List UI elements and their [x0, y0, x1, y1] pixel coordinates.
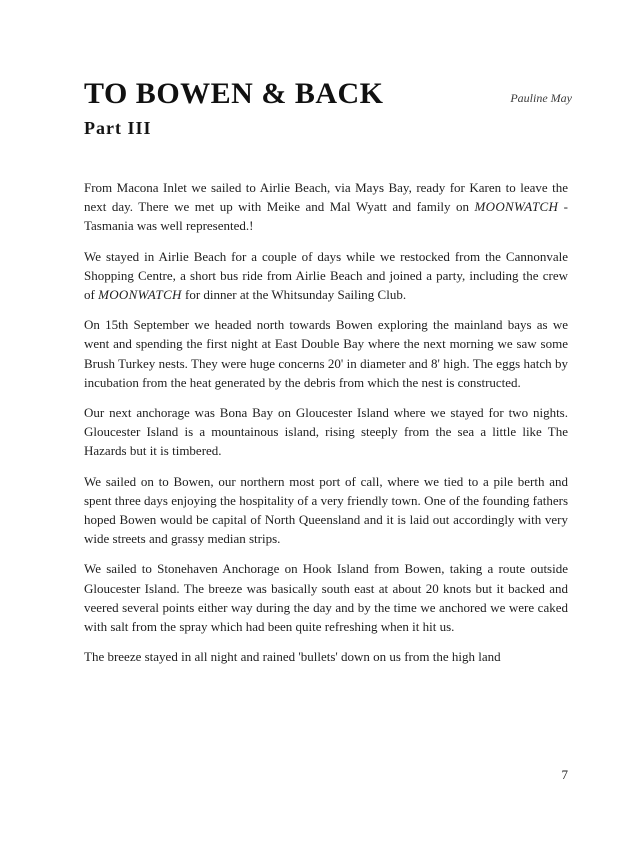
vessel-name: MOONWATCH: [474, 199, 559, 215]
paragraph-arrival-airlie-beach: From Macona Inlet we sailed to Airlie Beach, via Mays Bay, ready for Karen to leave the next day. There we met up with Meike and Mal Wyatt and family on MOONWATCH - Tasmania was well represented.!: [84, 180, 568, 234]
paragraph-restock-cannonvale: We stayed in Airlie Beach for a couple of days while we restocked from the Cannonvale Shopping Centre, a short bus ride from Airlie Beach and joined a party, including the crew of MOONWATCH for dinner at the Whitsunday Sailing Club.: [84, 248, 568, 303]
paragraph-bowen: We sailed on to Bowen, our northern most port of call, where we tied to a pile berth and spent three days enjoying the hospitality of a very friendly town. One of the founding fathers hoped Bowen would be capital of North Queensland and it is laid out accordingly with very wide streets and grassy median strips.: [84, 473, 568, 547]
page-number: 7: [561, 767, 568, 782]
article-body: [84, 178, 568, 677]
vessel-name: MOONWATCH: [98, 287, 182, 303]
paragraph-overnight-breeze: The breeze stayed in all night and rained 'bullets' down on us from the high land: [84, 649, 501, 665]
article-author: Pauline May: [510, 91, 572, 105]
paragraph-east-double-bay: On 15th September we headed north towards Bowen exploring the mainland bays as we went and spending the first night at East Double Bay where the next morning we saw some Brush Turkey nests. They were huge concerns 20' in diameter and 8' high. The eggs hatch by incubation from the heat generated by the debris from which the nest is constructed.: [84, 317, 568, 390]
paragraph-bona-bay: Our next anchorage was Bona Bay on Gloucester Island where we stayed for two nights. Gloucester Island is a mountainous island, rising steeply from the sea a little like The Hazards but it is timbered.: [84, 405, 568, 459]
article-title: TO BOWEN & BACK: [84, 77, 384, 110]
article-part-label: Part III: [84, 118, 152, 138]
paragraph-stonehaven-anchorage: We sailed to Stonehaven Anchorage on Hook Island from Bowen, taking a route outside Gloucester Island. The breeze was basically south east at about 20 knots but it backed and veered several points either way during the day and by the time we anchored we were caked with salt from the spray which had been quite refreshing when it hit us.: [84, 561, 568, 635]
